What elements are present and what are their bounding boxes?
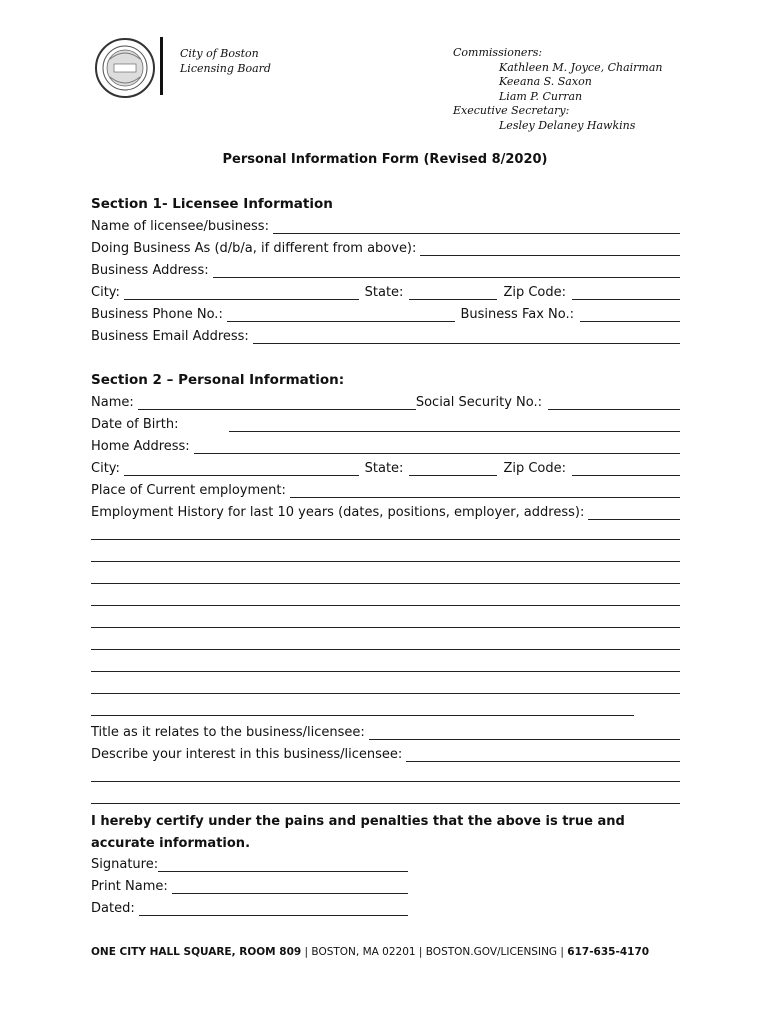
fax-input[interactable] xyxy=(580,307,680,322)
zip-input[interactable] xyxy=(572,461,680,476)
section-2-heading: Section 2 – Personal Information: xyxy=(91,372,345,388)
employment-history-line[interactable] xyxy=(91,539,680,540)
print-name-input[interactable] xyxy=(172,879,408,894)
home-address-field[interactable] xyxy=(91,436,680,454)
employment-history-line[interactable] xyxy=(91,605,680,606)
section-1-heading: Section 1- Licensee Information xyxy=(91,196,333,212)
name-label: Name: xyxy=(91,395,134,410)
organization-name xyxy=(180,46,271,76)
dba-label: Doing Business As (d/b/a, if different from above): xyxy=(91,241,417,256)
commissioner-name: Liam P. Curran xyxy=(499,89,583,103)
business-email-field[interactable] xyxy=(91,326,680,344)
zip-input[interactable] xyxy=(572,285,680,300)
city-label: City: xyxy=(91,461,120,476)
org-line-1: City of Boston xyxy=(180,47,259,60)
current-employment-input[interactable] xyxy=(290,483,680,498)
state-input[interactable] xyxy=(409,461,497,476)
footer-address: ONE CITY HALL SQUARE, ROOM 809 xyxy=(91,946,302,958)
commissioner-name: Keeana S. Saxon xyxy=(499,75,592,89)
employment-history-line[interactable] xyxy=(91,693,680,694)
fax-label: Business Fax No.: xyxy=(460,307,574,322)
email-label: Business Email Address: xyxy=(91,329,249,344)
employment-history-field[interactable] xyxy=(91,502,680,520)
footer-city: | BOSTON, MA 02201 | BOSTON.GOV/LICENSING | xyxy=(301,946,568,958)
dob-field[interactable] xyxy=(91,414,680,432)
interest-line[interactable] xyxy=(91,803,680,804)
name-ssn-row xyxy=(91,392,680,410)
title-field[interactable] xyxy=(91,722,680,740)
current-employment-field[interactable] xyxy=(91,480,680,498)
title-input[interactable] xyxy=(369,725,680,740)
city-input[interactable] xyxy=(124,285,359,300)
employment-history-line[interactable] xyxy=(91,583,680,584)
zip-label: Zip Code: xyxy=(503,461,566,476)
licensee-name-input[interactable] xyxy=(273,219,680,234)
org-line-2: Licensing Board xyxy=(180,62,271,75)
home-address-label: Home Address: xyxy=(91,439,190,454)
title-label: Title as it relates to the business/licensee: xyxy=(91,725,365,740)
certification-statement: I hereby certify under the pains and penalties that the above is true and accurate information. xyxy=(91,814,625,851)
employment-history-line[interactable] xyxy=(91,649,680,650)
employment-history-label: Employment History for last 10 years (dates, positions, employer, address): xyxy=(91,505,585,520)
name-input[interactable] xyxy=(138,395,416,410)
city-label: City: xyxy=(91,285,120,300)
secretary-label: Executive Secretary: xyxy=(453,104,570,118)
commissioners-block xyxy=(453,46,662,134)
licensee-name-label: Name of licensee/business: xyxy=(91,219,269,234)
state-label: State: xyxy=(364,285,404,300)
print-name-field[interactable] xyxy=(91,876,408,894)
dob-input[interactable] xyxy=(229,417,680,432)
home-address-input[interactable] xyxy=(194,439,680,454)
current-employment-label: Place of Current employment: xyxy=(91,483,286,498)
email-input[interactable] xyxy=(253,329,680,344)
dba-field[interactable] xyxy=(91,238,680,256)
employment-history-line[interactable] xyxy=(91,627,680,628)
interest-field[interactable] xyxy=(91,744,680,762)
licensee-name-field[interactable] xyxy=(91,216,680,234)
zip-label: Zip Code: xyxy=(503,285,566,300)
business-address-field[interactable] xyxy=(91,260,680,278)
city-input[interactable] xyxy=(124,461,359,476)
phone-label: Business Phone No.: xyxy=(91,307,223,322)
dob-label: Date of Birth: xyxy=(91,417,179,432)
dba-input[interactable] xyxy=(420,241,680,256)
phone-input[interactable] xyxy=(227,307,455,322)
business-city-state-zip-row xyxy=(91,282,680,300)
form-title: Personal Information Form (Revised 8/2020) xyxy=(222,152,548,167)
employment-history-input[interactable] xyxy=(588,505,680,520)
header-divider xyxy=(160,37,163,95)
employment-history-line[interactable] xyxy=(91,561,680,562)
signature-field[interactable] xyxy=(91,854,408,872)
ssn-input[interactable] xyxy=(548,395,680,410)
dated-input[interactable] xyxy=(139,901,408,916)
ssn-label: Social Security No.: xyxy=(415,395,542,410)
phone-fax-row xyxy=(91,304,680,322)
interest-label: Describe your interest in this business/licensee: xyxy=(91,747,403,762)
state-input[interactable] xyxy=(409,285,497,300)
business-address-label: Business Address: xyxy=(91,263,209,278)
employment-history-line[interactable] xyxy=(91,671,680,672)
dated-field[interactable] xyxy=(91,898,408,916)
commissioner-name: Kathleen M. Joyce, Chairman xyxy=(499,60,663,74)
employment-history-line[interactable] xyxy=(91,715,634,716)
secretary-name: Lesley Delaney Hawkins xyxy=(499,118,636,132)
dated-label: Dated: xyxy=(91,901,135,916)
interest-input[interactable] xyxy=(406,747,680,762)
city-seal-logo xyxy=(94,37,156,99)
state-label: State: xyxy=(364,461,404,476)
footer xyxy=(91,946,649,958)
footer-phone: 617-635-4170 xyxy=(567,946,650,958)
interest-line[interactable] xyxy=(91,781,680,782)
signature-input[interactable] xyxy=(158,857,408,872)
commissioners-label: Commissioners: xyxy=(453,46,543,59)
signature-label: Signature: xyxy=(91,857,159,872)
print-name-label: Print Name: xyxy=(91,879,168,894)
home-city-state-zip-row xyxy=(91,458,680,476)
business-address-input[interactable] xyxy=(213,263,680,278)
